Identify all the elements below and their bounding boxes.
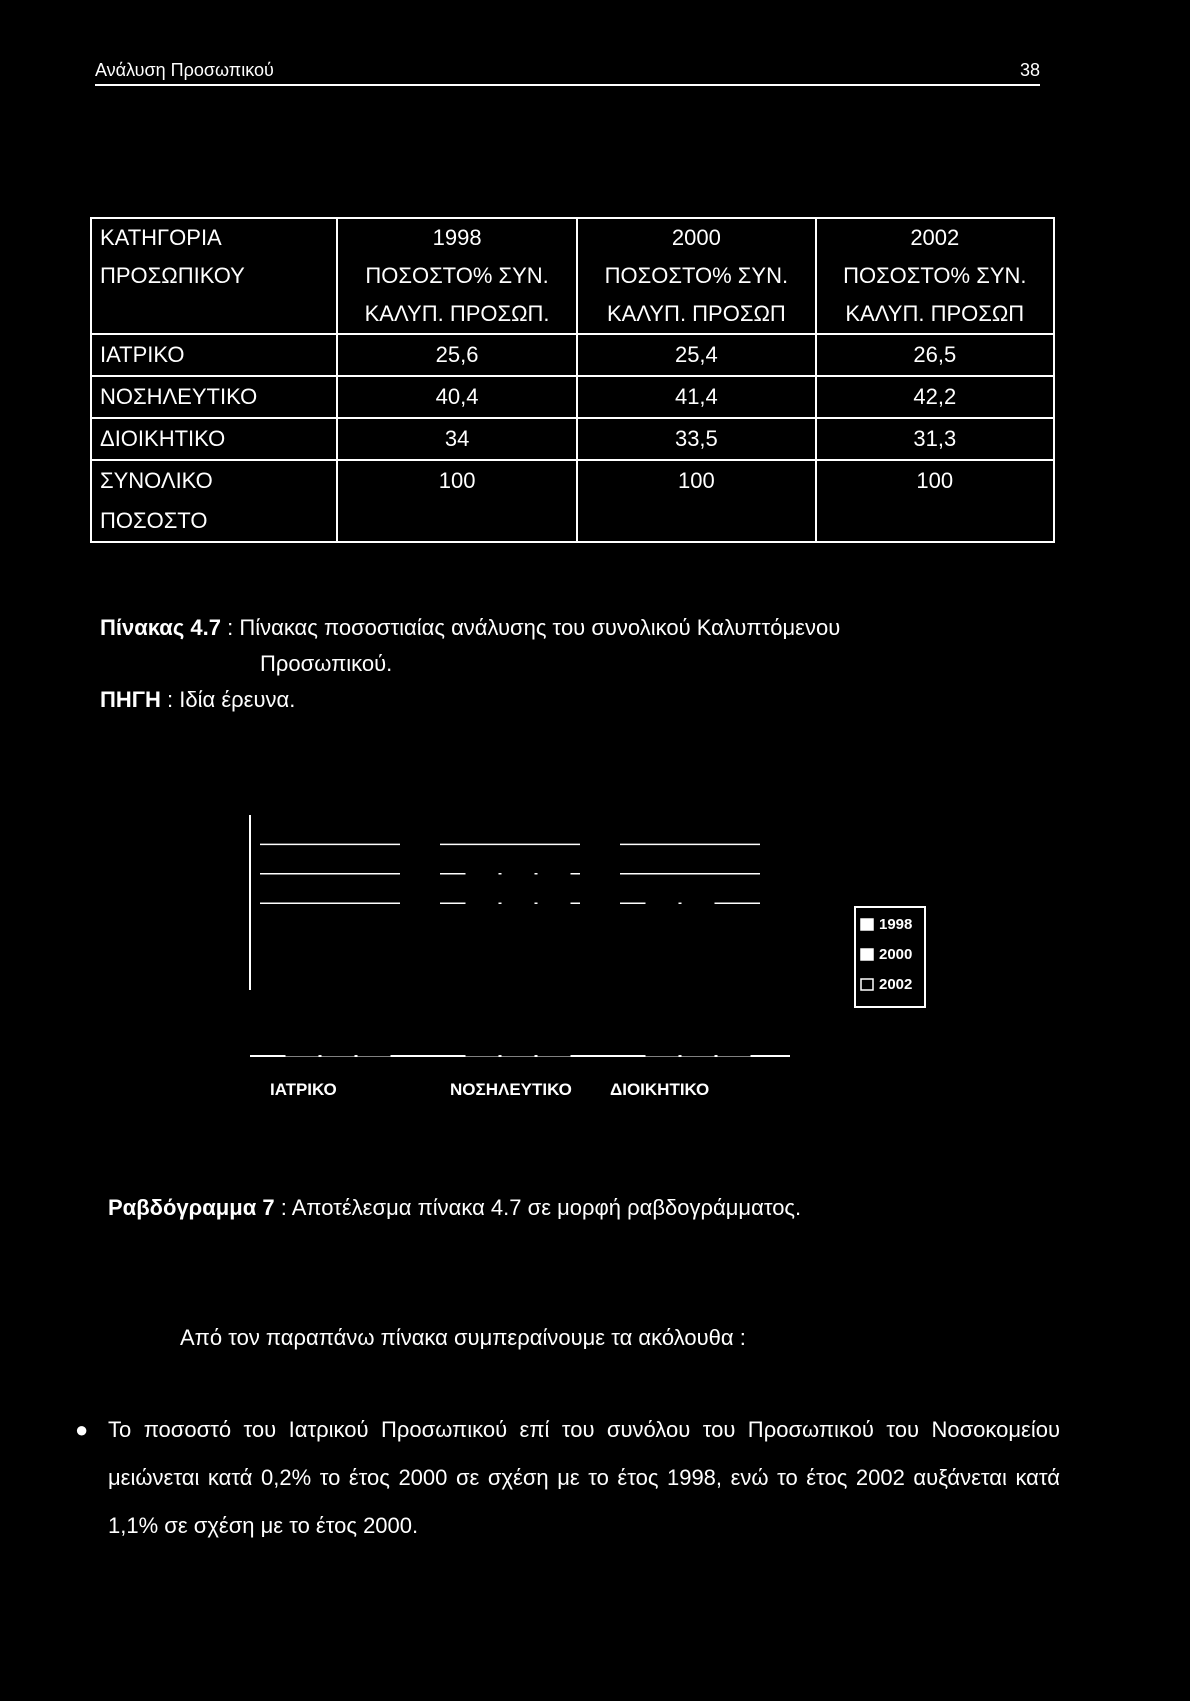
table-cell: 100 [816,460,1054,542]
bullet-text: Το ποσοστό του Ιατρικού Προσωπικού επί του συνόλου του Προσωπικού του Νοσοκομείου μειώνεται κατά 0,2% το έτος 2000 σε σχέση με το έτος 1998, ενώ το έτος 2002 αυξάνεται κατά 1,1% σε σχέση με το έτος 2000. [108,1417,1060,1538]
legend-swatch [861,919,873,930]
intro-paragraph: Από τον παραπάνω πίνακα συμπεραίνουμε τα ακόλουθα : [180,1325,746,1350]
year-header-1998: 1998 ΠΟΣΟΣΤΟ% ΣΥΝ. ΚΑΛΥΠ. ΠΡΟΣΩΠ. [337,218,577,334]
chart-caption-text: : Αποτέλεσμα πίνακα 4.7 σε μορφή ραβδογράμματος. [280,1195,802,1220]
table-row [91,460,1054,542]
header-title: Ανάλυση Προσωπικού [95,60,274,80]
category-header: ΚΑΤΗΓΟΡΙΑ ΠΡΟΣΩΠΙΚΟΥ [91,218,337,334]
bar-1998-0 [286,936,318,1056]
bar-2002-2 [718,909,750,1056]
row-label: ΔΙΟΙΚΗΤΙΚΟ [91,418,337,460]
table-caption-label: Πίνακας 4.7 [100,615,221,640]
legend-swatch [861,949,873,960]
table-cell: 100 [577,460,815,542]
chart-caption [108,1195,1058,1221]
table-row [91,418,1054,460]
year-header-2000: 2000 ΠΟΣΟΣΤΟ% ΣΥΝ. ΚΑΛΥΠ. ΠΡΟΣΩΠ [577,218,815,334]
table-cell: 33,5 [577,418,815,460]
chart-caption-label: Ραβδόγραμμα 7 [108,1195,275,1220]
table-cell: 26,5 [816,334,1054,376]
bar-1998-2 [646,896,678,1056]
legend-swatch [861,979,873,990]
row-label: ΣΥΝΟΛΙΚΟ ΠΟΣΟΣΤΟ [91,460,337,542]
table-cell: 40,4 [337,376,577,418]
row-label: ΝΟΣΗΛΕΥΤΙΚΟ [91,376,337,418]
row-label: ΙΑΤΡΙΚΟ [91,334,337,376]
bar-2000-2 [682,899,714,1056]
bar-2000-0 [322,937,354,1056]
year-header-2002: 2002 ΠΟΣΟΣΤΟ% ΣΥΝ. ΚΑΛΥΠ. ΠΡΟΣΩΠ [816,218,1054,334]
x-tick-label: ΔΙΟΙΚΗΤΙΚΟ [610,1080,710,1099]
bar-chart [230,805,1010,1105]
bar-2002-1 [538,858,570,1056]
table-caption-text: : Πίνακας ποσοστιαίας ανάλυσης του συνολικού Καλυπτόμενου [227,615,841,640]
staff-percentage-table [90,217,1055,543]
bar-2000-1 [502,861,534,1056]
table-cell: 25,4 [577,334,815,376]
table-row [91,334,1054,376]
running-header [95,60,1040,86]
table-cell: 34 [337,418,577,460]
legend-label: 2000 [879,946,913,963]
table-header-row [91,218,1054,334]
page-number: 38 [1019,60,1040,80]
table-row [91,376,1054,418]
table-cell: 42,2 [816,376,1054,418]
legend-label: 2002 [879,976,913,993]
table-caption [100,610,1050,718]
x-tick-label: ΝΟΣΗΛΕΥΤΙΚΟ [450,1080,572,1099]
table-cell: 25,6 [337,334,577,376]
table-caption-text-cont: Προσωπικού. [260,651,393,676]
source-label: ΠΗΓΗ [100,687,161,712]
bullet-dot-icon: ● [75,1417,89,1442]
table-cell: 31,3 [816,418,1054,460]
x-tick-label: ΙΑΤΡΙΚΟ [270,1080,337,1099]
bar-chart-svg [230,805,1010,1105]
source-text: : Ιδία έρευνα. [167,687,296,712]
bar-1998-1 [466,866,498,1056]
table-cell: 41,4 [577,376,815,418]
table-cell: 100 [337,460,577,542]
list-item [75,1406,1060,1550]
legend-label: 1998 [879,916,913,933]
bar-2002-0 [358,931,390,1056]
